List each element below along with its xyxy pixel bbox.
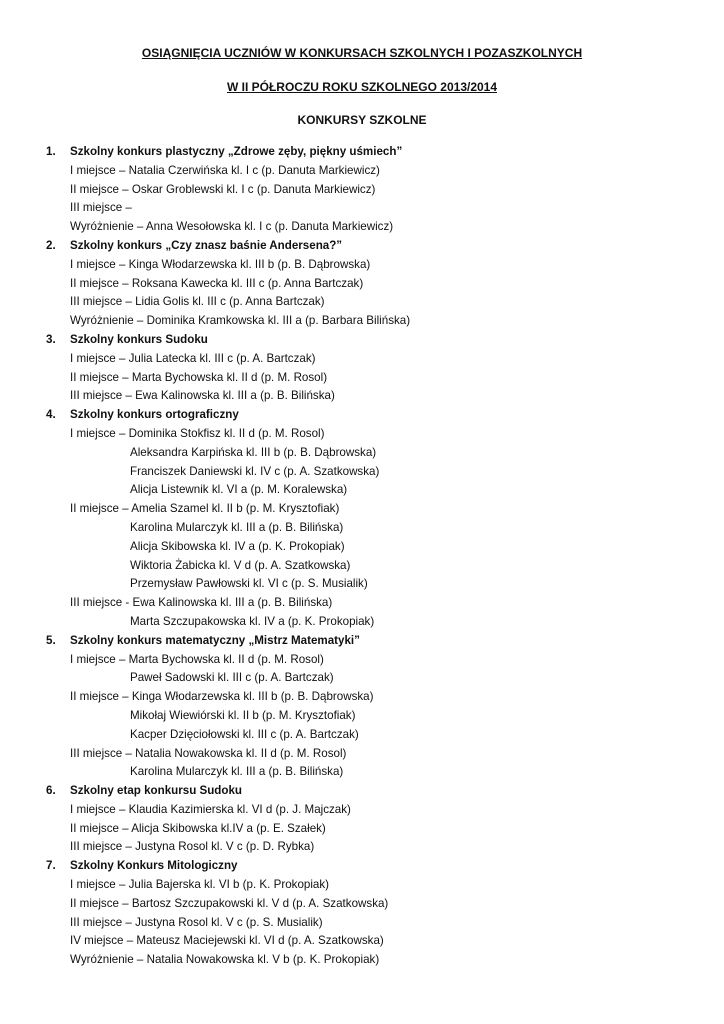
contest-number: 1.: [46, 145, 56, 158]
result-line: [46, 538, 706, 557]
contest-number: 5.: [46, 633, 56, 647]
contest-title: Szkolny konkurs ortograficzny: [70, 408, 239, 422]
result-line: [46, 707, 706, 726]
result-line: [46, 763, 706, 782]
result-line: [46, 162, 706, 181]
result-entry: II miejsce – Alicja Skibowska kl.IV a (p. E. Szałek): [70, 821, 326, 835]
result-line: [46, 820, 706, 839]
result-line: [46, 256, 706, 275]
result-line: [46, 425, 706, 444]
contest-number: 6.: [46, 784, 56, 798]
result-line: [46, 801, 706, 820]
contest-number: 2.: [46, 238, 56, 252]
result-entry: III miejsce – Natalia Nowakowska kl. II d (p. M. Rosol): [70, 746, 347, 760]
contest-number: 7.: [46, 859, 56, 873]
result-entry-continued: Karolina Mularczyk kl. III a (p. B. Bilińska): [130, 765, 344, 779]
contest-number: 4.: [46, 408, 56, 422]
result-entry: II miejsce – Bartosz Szczupakowski kl. V d (p. A. Szatkowska): [70, 896, 389, 910]
result-entry-continued: Mikołaj Wiewiórski kl. II b (p. M. Krysztofiak): [130, 708, 356, 722]
result-entry: II miejsce – Amelia Szamel kl. II b (p. M. Krysztofiak): [70, 502, 340, 516]
document-subtitle: W II PÓŁROCZU ROKU SZKOLNEGO 2013/2014: [226, 80, 498, 94]
result-line: [46, 199, 706, 218]
section-heading: KONKURSY SZKOLNE: [297, 113, 427, 127]
result-line: [46, 444, 706, 463]
result-entry: I miejsce – Julia Bajerska kl. VI b (p. K. Prokopiak): [70, 878, 330, 892]
contest-list: [46, 143, 706, 970]
result-entry: I miejsce – Julia Latecka kl. III c (p. A. Bartczak): [70, 351, 316, 365]
result-line: [46, 575, 706, 594]
result-entry: Wyróżnienie – Natalia Nowakowska kl. V b (p. K. Prokopiak): [70, 953, 380, 967]
result-line: [46, 838, 706, 857]
result-entry: III miejsce - Ewa Kalinowska kl. III a (p. B. Bilińska): [70, 596, 333, 610]
result-entry-continued: Wiktoria Żabicka kl. V d (p. A. Szatkowska): [130, 558, 351, 572]
result-entry: Wyróżnienie – Dominika Kramkowska kl. III a (p. Barbara Bilińska): [70, 314, 411, 328]
contest-title: Szkolny konkurs plastyczny „Zdrowe zęby, piękny uśmiech”: [70, 145, 403, 158]
contest-heading: [46, 782, 706, 801]
result-entry: II miejsce – Kinga Włodarzewska kl. III b (p. B. Dąbrowska): [70, 690, 374, 704]
result-line: [46, 914, 706, 933]
result-entry: II miejsce – Roksana Kawecka kl. III c (p. Anna Bartczak): [70, 276, 364, 290]
result-entry: Wyróżnienie – Anna Wesołowska kl. I c (p. Danuta Markiewicz): [70, 220, 394, 234]
result-entry: III miejsce – Justyna Rosol kl. V c (p. S. Musialik): [70, 915, 323, 929]
result-line: [46, 312, 706, 331]
result-line: [46, 745, 706, 764]
contest-title: Szkolny konkurs Sudoku: [70, 332, 208, 346]
result-line: [46, 218, 706, 237]
result-line: [46, 594, 706, 613]
result-line: [46, 951, 706, 970]
result-entry: I miejsce – Marta Bychowska kl. II d (p. M. Rosol): [70, 652, 324, 666]
result-line: [46, 293, 706, 312]
result-entry-continued: Franciszek Daniewski kl. IV c (p. A. Szatkowska): [130, 464, 380, 478]
result-line: [46, 387, 706, 406]
result-entry: II miejsce – Marta Bychowska kl. II d (p. M. Rosol): [70, 370, 328, 384]
result-entry: III miejsce –: [70, 201, 132, 215]
contest-title: Szkolny Konkurs Mitologiczny: [70, 859, 238, 873]
result-line: [46, 369, 706, 388]
result-line: [46, 463, 706, 482]
result-line: [46, 669, 706, 688]
result-entry-continued: Karolina Mularczyk kl. III a (p. B. Bilińska): [130, 520, 344, 534]
result-entry: I miejsce – Kinga Włodarzewska kl. III b (p. B. Dąbrowska): [70, 257, 371, 271]
contest-heading: [46, 143, 706, 162]
result-entry-continued: Alicja Skibowska kl. IV a (p. K. Prokopiak): [130, 539, 345, 553]
result-entry: III miejsce – Ewa Kalinowska kl. III a (p. B. Bilińska): [70, 389, 335, 403]
result-line: [46, 181, 706, 200]
result-line: [46, 932, 706, 951]
contest-heading: [46, 331, 706, 350]
result-entry: III miejsce – Justyna Rosol kl. V c (p. D. Rybka): [70, 840, 315, 854]
document-title: OSIĄGNIĘCIA UCZNIÓW W KONKURSACH SZKOLNYCH I POZASZKOLNYCH: [141, 46, 583, 60]
result-line: [46, 688, 706, 707]
result-entry-continued: Kacper Dzięciołowski kl. III c (p. A. Bartczak): [130, 727, 359, 741]
result-entry: I miejsce – Klaudia Kazimierska kl. VI d (p. J. Majczak): [70, 802, 351, 816]
result-line: [46, 519, 706, 538]
result-line: [46, 350, 706, 369]
result-entry: II miejsce – Oskar Groblewski kl. I c (p. Danuta Markiewicz): [70, 182, 376, 196]
contest-title: Szkolny konkurs „Czy znasz baśnie Andersena?”: [70, 238, 343, 252]
result-line: [46, 726, 706, 745]
result-line: [46, 613, 706, 632]
result-line: [46, 557, 706, 576]
contest-number: 3.: [46, 332, 56, 346]
result-line: [46, 481, 706, 500]
result-entry-continued: Przemysław Pawłowski kl. VI c (p. S. Musialik): [130, 577, 368, 591]
result-entry: I miejsce – Dominika Stokfisz kl. II d (p. M. Rosol): [70, 426, 325, 440]
result-entry-continued: Alicja Listewnik kl. VI a (p. M. Koralewska): [130, 483, 348, 497]
contest-heading: [46, 406, 706, 425]
result-entry-continued: Aleksandra Karpińska kl. III b (p. B. Dąbrowska): [130, 445, 377, 459]
result-entry-continued: Marta Szczupakowska kl. IV a (p. K. Prokopiak): [130, 614, 375, 628]
contest-title: Szkolny konkurs matematyczny „Mistrz Matematyki”: [70, 633, 360, 647]
result-entry: III miejsce – Lidia Golis kl. III c (p. Anna Bartczak): [70, 295, 325, 309]
contest-heading: [46, 632, 706, 651]
contest-title: Szkolny etap konkursu Sudoku: [70, 784, 243, 798]
result-line: [46, 876, 706, 895]
result-entry: I miejsce – Natalia Czerwińska kl. I c (p. Danuta Markiewicz): [70, 163, 380, 177]
result-line: [46, 500, 706, 519]
contest-heading: [46, 237, 706, 256]
result-line: [46, 895, 706, 914]
contest-heading: [46, 857, 706, 876]
result-entry: IV miejsce – Mateusz Maciejewski kl. VI d (p. A. Szatkowska): [70, 934, 384, 948]
result-line: [46, 275, 706, 294]
result-entry-continued: Paweł Sadowski kl. III c (p. A. Bartczak): [130, 671, 334, 685]
result-line: [46, 651, 706, 670]
